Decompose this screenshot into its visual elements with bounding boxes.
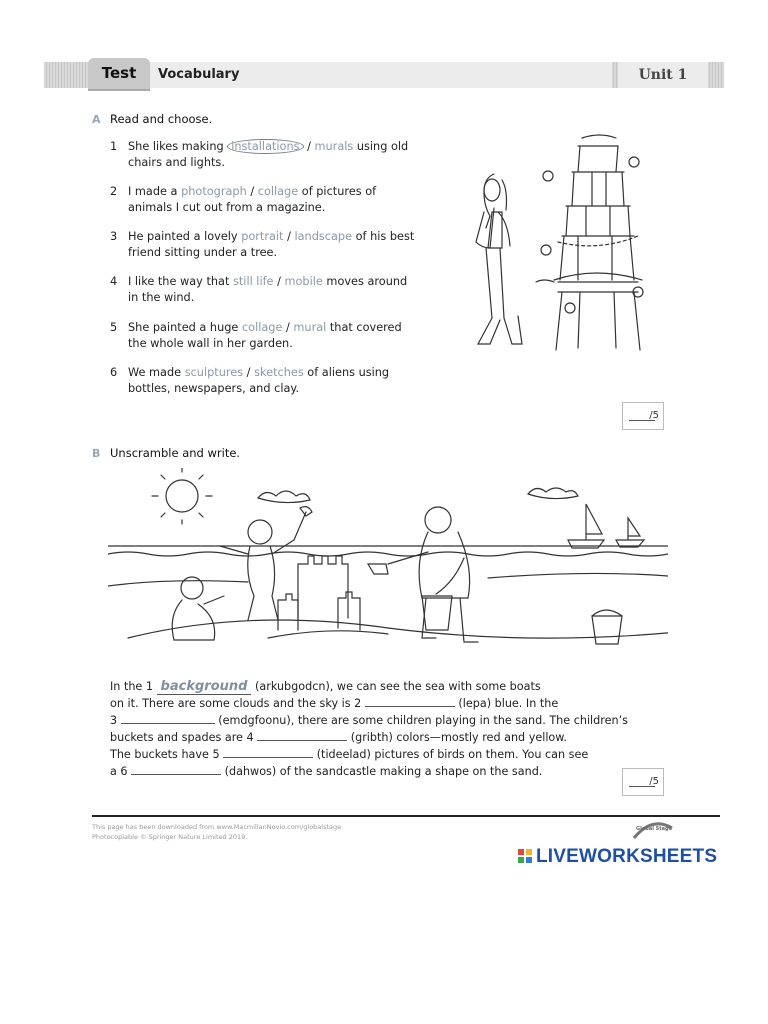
question-text-end: of pictures of bbox=[298, 185, 377, 198]
section-a-title: Read and choose. bbox=[110, 112, 213, 126]
question-text-line2: chairs and lights. bbox=[128, 156, 225, 169]
option-separator: / bbox=[283, 230, 295, 243]
option-separator: / bbox=[303, 140, 315, 153]
question-number: 5 bbox=[110, 321, 118, 334]
option-1[interactable]: installations bbox=[227, 139, 303, 154]
score-denominator: /5 bbox=[649, 776, 659, 787]
question-text-line2: animals I cut out from a magazine. bbox=[128, 201, 326, 214]
score-box-b[interactable] bbox=[622, 768, 664, 796]
question-number: 1 bbox=[110, 140, 118, 153]
footer-copyright: Photocopiable © Springer Nature Limited 2019. bbox=[92, 833, 248, 841]
question-text: She likes making bbox=[128, 140, 228, 153]
svg-text:Global Stage: Global Stage bbox=[636, 826, 672, 832]
sentence-text: (lepa) blue. In the bbox=[454, 697, 559, 710]
question-text-end: of his best bbox=[352, 230, 415, 243]
question-number: 6 bbox=[110, 366, 118, 379]
question-text: He painted a lovely bbox=[128, 230, 242, 243]
unit-label: Unit 1 bbox=[618, 62, 708, 88]
answer-blank-3[interactable] bbox=[121, 723, 215, 724]
question-text: I like the way that bbox=[128, 275, 233, 288]
option-1[interactable]: collage bbox=[241, 321, 283, 334]
question-item bbox=[110, 184, 440, 218]
question-text-line2: in the wind. bbox=[128, 291, 195, 304]
option-separator: / bbox=[282, 321, 294, 334]
option-1[interactable]: still life bbox=[232, 275, 274, 288]
option-2[interactable]: sketches bbox=[254, 366, 304, 379]
question-text: We made bbox=[128, 366, 185, 379]
option-separator: / bbox=[243, 366, 255, 379]
sentence-text: 3 bbox=[110, 714, 118, 727]
question-text-line2: friend sitting under a tree. bbox=[128, 246, 278, 259]
question-item bbox=[110, 229, 440, 263]
question-text-end: moves around bbox=[322, 275, 408, 288]
sentence-text: (arkubgodcn), we can see the sea with some boats bbox=[251, 680, 541, 693]
sentence-text: (dahwos) of the sandcastle making a shape on the sand. bbox=[221, 765, 543, 778]
question-text-line2: the whole wall in her garden. bbox=[128, 337, 293, 350]
section-label: Vocabulary bbox=[150, 62, 612, 88]
sentence-text: In the 1 bbox=[110, 680, 157, 693]
globe-icon bbox=[630, 820, 674, 842]
footer-rule bbox=[92, 815, 720, 817]
option-2[interactable]: landscape bbox=[294, 230, 353, 243]
score-denominator: /5 bbox=[649, 410, 659, 421]
option-1[interactable]: photograph bbox=[181, 185, 247, 198]
option-2[interactable]: mobile bbox=[284, 275, 323, 288]
question-text: She painted a huge bbox=[128, 321, 242, 334]
liveworksheets-icon bbox=[518, 849, 532, 863]
sentence-text: on it. There are some clouds and the sky is 2 bbox=[110, 697, 362, 710]
answer-blank-4[interactable] bbox=[257, 740, 347, 741]
option-1[interactable]: portrait bbox=[241, 230, 284, 243]
question-item bbox=[110, 365, 440, 399]
section-a-letter: A bbox=[92, 113, 101, 126]
score-box-a[interactable] bbox=[622, 402, 664, 430]
section-b-letter: B bbox=[92, 447, 101, 460]
answer-blank-5[interactable] bbox=[223, 757, 313, 758]
option-2[interactable]: collage bbox=[257, 185, 299, 198]
question-item bbox=[110, 320, 440, 354]
sentence-text: (tideelad) pictures of birds on them. You can see bbox=[313, 748, 589, 761]
option-1[interactable]: sculptures bbox=[184, 366, 244, 379]
sentence-text: The buckets have 5 bbox=[110, 748, 220, 761]
question-number: 4 bbox=[110, 275, 118, 288]
question-number: 3 bbox=[110, 230, 118, 243]
unscramble-paragraph bbox=[110, 678, 630, 788]
option-separator: / bbox=[246, 185, 258, 198]
sentence-text: (gribth) colors—mostly red and yellow. bbox=[347, 731, 567, 744]
global-stage-logo bbox=[630, 820, 674, 842]
option-2[interactable]: mural bbox=[293, 321, 327, 334]
option-separator: / bbox=[273, 275, 285, 288]
liveworksheets-brand[interactable]: LIVEWORKSHEETS bbox=[536, 846, 718, 867]
question-text-end: of aliens using bbox=[303, 366, 390, 379]
section-b-title: Unscramble and write. bbox=[110, 446, 241, 460]
question-item bbox=[110, 274, 440, 308]
question-text: I made a bbox=[128, 185, 182, 198]
sentence-text: buckets and spades are 4 bbox=[110, 731, 254, 744]
test-tab: Test bbox=[88, 58, 150, 89]
answer-blank-2[interactable] bbox=[365, 706, 455, 707]
question-text-end: using old bbox=[353, 140, 409, 153]
sculpture-illustration bbox=[462, 132, 652, 357]
option-2[interactable]: murals bbox=[314, 140, 354, 153]
question-item bbox=[110, 139, 440, 173]
beach-illustration bbox=[108, 468, 668, 664]
answer-blank-1[interactable]: background bbox=[157, 679, 252, 695]
sentence-text: (emdgfoonu), there are some children playing in the sand. The children’s bbox=[214, 714, 628, 727]
question-text-end: that covered bbox=[326, 321, 402, 334]
sentence-text: a 6 bbox=[110, 765, 128, 778]
question-text-line2: bottles, newspapers, and clay. bbox=[128, 382, 300, 395]
answer-blank-6[interactable] bbox=[131, 774, 221, 775]
footer-source: This page has been downloaded from www.MacmillanNovio.com/globalstage bbox=[92, 823, 342, 831]
question-number: 2 bbox=[110, 185, 118, 198]
